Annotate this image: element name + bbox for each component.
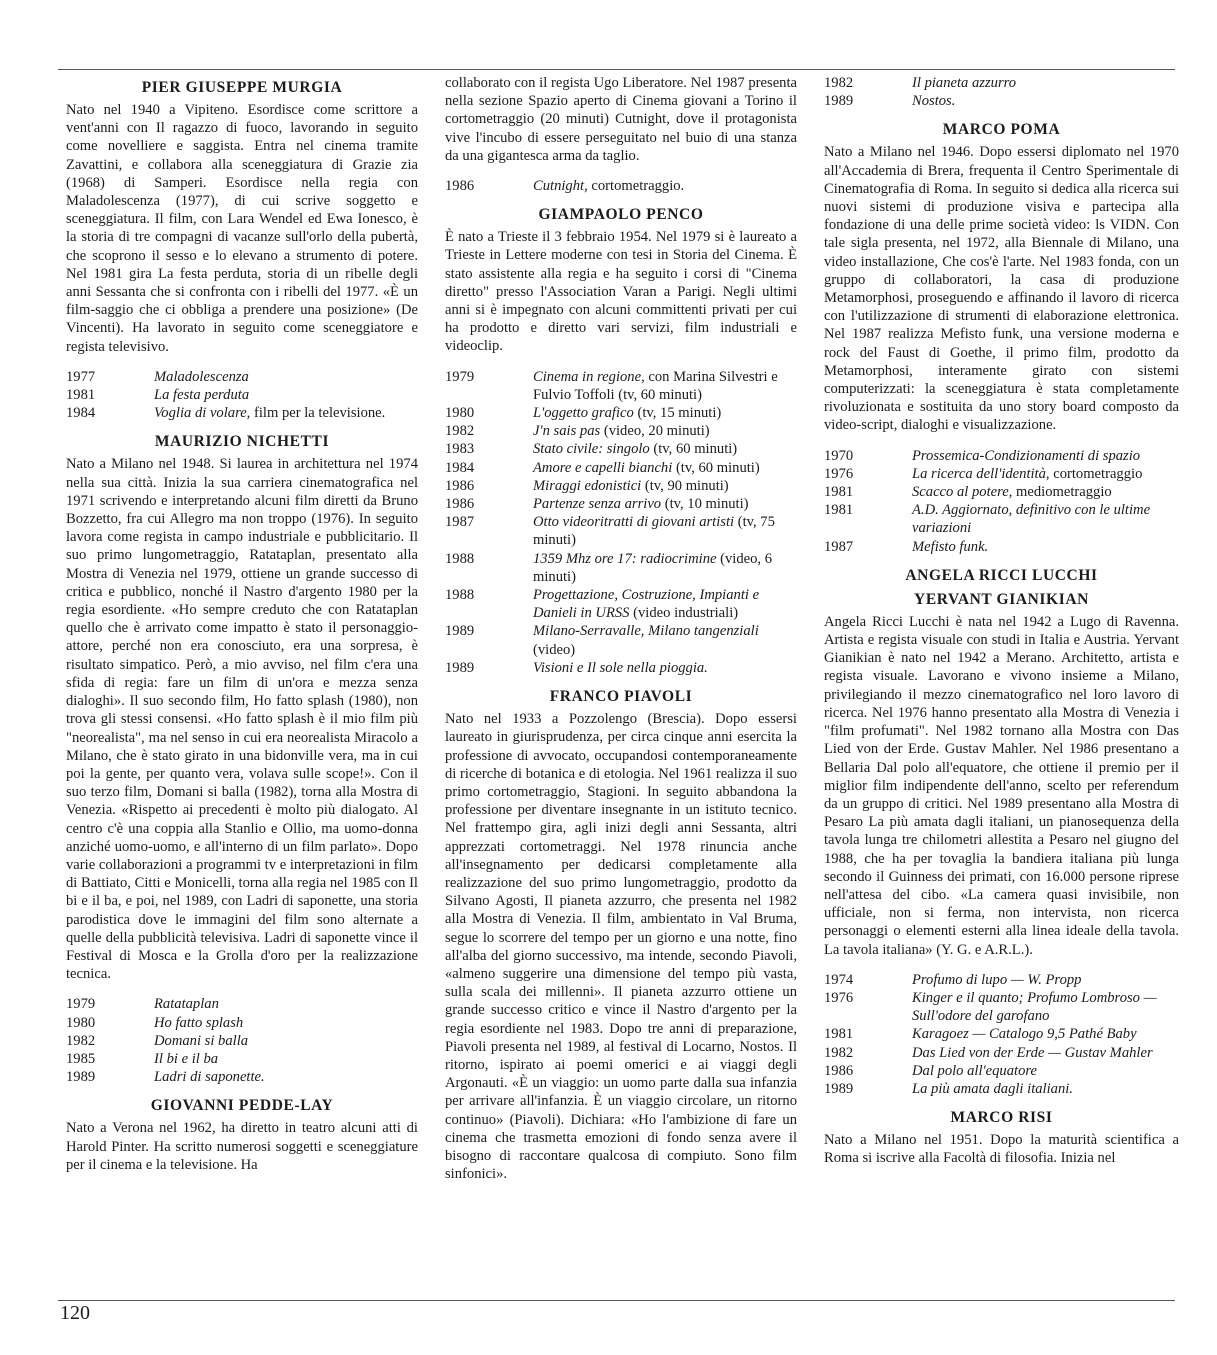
film-year: 1981 bbox=[824, 484, 854, 501]
section-heading: GIAMPAOLO PENCO bbox=[538, 206, 704, 224]
film-title: La ricerca dell'identità, bbox=[912, 465, 1050, 482]
film-entry bbox=[154, 404, 418, 422]
film-note: (tv, 60 minuti) bbox=[675, 459, 760, 476]
film-entry bbox=[912, 74, 1179, 92]
film-entry bbox=[154, 995, 418, 1013]
film-year: 1981 bbox=[824, 502, 854, 519]
filmography-row bbox=[66, 386, 418, 404]
filmography-row bbox=[66, 995, 418, 1013]
page-number: 120 bbox=[60, 1302, 90, 1324]
film-entry bbox=[154, 1032, 418, 1050]
film-entry bbox=[912, 1080, 1179, 1098]
film-title: Domani si balla bbox=[154, 1032, 249, 1049]
film-note: film per la televisione. bbox=[254, 405, 386, 422]
film-title: Milano-Serravalle, Milano tangenziali bbox=[533, 623, 759, 640]
film-entry bbox=[533, 177, 797, 195]
film-title: A.D. Aggiornato, definitivo con le ultime variazioni bbox=[912, 502, 1151, 537]
film-year: 1982 bbox=[66, 1032, 96, 1049]
filmography-row bbox=[445, 622, 797, 658]
film-title: Maladolescenza bbox=[154, 368, 249, 385]
film-entry bbox=[912, 465, 1179, 483]
filmography-row bbox=[445, 586, 797, 622]
film-note: (tv, 90 minuti) bbox=[644, 477, 729, 494]
filmography-row bbox=[445, 659, 797, 677]
film-year: 1976 bbox=[824, 989, 854, 1006]
film-title: Stato civile: singolo bbox=[533, 441, 650, 458]
film-title: Karagoez — Catalogo 9,5 Pathé Baby bbox=[912, 1026, 1137, 1043]
film-entry bbox=[154, 386, 418, 404]
column-3 bbox=[824, 74, 1179, 1265]
film-title: Otto videoritratti di giovani artisti bbox=[533, 514, 735, 531]
filmography-row bbox=[824, 1025, 1179, 1043]
film-year: 1976 bbox=[824, 465, 854, 482]
film-year: 1989 bbox=[445, 623, 475, 640]
bio-paragraph: Nato nel 1933 a Pozzolengo (Brescia). Dopo essersi laureato in giurisprudenza, per circa cinque anni esercita la professione di avvocato, occupandosi contemporaneamente di ricerche di botanica e di etologia. Nel 1961 realizza il suo primo cortometraggio, Stagioni. In seguito abbandona la professione per diventare insegnante in un istituto tecnico. Nel frattempo gira, agli inizi degli anni Sessanta, altri apprezzati cortometraggi. Nel 1978 rinuncia anche all'insegnamento per dedicarsi completamente alla realizzazione del suo primo lungometraggio, prodotto da Silvano Agosti, Il pianeta azzurro, che presenta nel 1982 alla Mostra di Venezia. Il film, ambientato in Val Bruma, segue lo scorrere del tempo per un giorno e una notte, fino all'alba del giorno successivo, ma intende, secondo Piavoli, «almeno suggerire una dimensione del tempo più vasta, sulla scala dei millenni». Il pianeta azzurro ottiene un grande successo critico e vince il Nastro d'argento per la regia esordiente nel 1983. Dopo tre anni di preparazione, Piavoli presenta nel 1989, al festival di Locarno, Nostos. Il ritorno, ispirato ai poemi omerici e ai viaggi degli Argonauti. «È un viaggio: un uomo parte dalla sua infanzia per arrivare all'infanzia. È un viaggio circolare, un ritorno continuo» (Piavoli). Dichiara: «Ho l'ambizione di fare un cinema che trasmetta emozioni di fondo senza avere il bisogno di raccontare qualcosa di compiuto. Sono film sinfonici». bbox=[445, 711, 797, 1183]
film-entry bbox=[154, 368, 418, 386]
film-entry bbox=[533, 459, 797, 477]
bio-paragraph: Nato a Milano nel 1948. Si laurea in architettura nel 1974 nella sua città. Inizia la sua carriera cinematografica nel 1971 scrivendo e interpretando alcuni film diretti da Bruno Bozzetto, fra cui Allegro ma non troppo (1976). In seguito lavora come regista in campo industriale e pubblicitario. Il suo primo lungometraggio, Ratataplan, presentato alla Mostra di Venezia nel 1979, ottiene un grande successo di critica e pubblico, nonché il Nastro d'argento 1980 per la regia esordiente. «Ho sempre creduto che con Ratataplan quello che è arrivato come impatto è stato il personaggio-attore, perché non era conosciuto, era una sorpresa, è risultato simpatico. Però, a mio avviso, nel film c'era una sfida di regia: fare un film di un'ora e mezza senza dialoghi». Il suo secondo film, Ho fatto splash (1980), non trova gli stessi consensi. «Ho fatto splash è il mio film più "neorealista", ma nel senso in cui era neorealista Miracolo a Milano, che è stato girato in una bidonville vera, ma in cui poi la gente, per quanto vera, volava sulle scope!». Con il suo terzo film, Domani si balla (1982), torna alla Mostra di Venezia. «Rispetto ai precedenti è molto più dialogato. Al centro c'è una coppia alla Stanlio e Ollio, ma uomo-donna anziché uomo-uomo, e all'interno di un film parlato». Dopo varie collaborazioni a programmi tv e interpretazioni in film di Battiato, Citti e Monicelli, torna alla regia nel 1985 con Il bi e il ba, e poi, nel 1989, con Ladri di saponette, una storia parodistica dove le immagini del film sono alternate a quelle della pubblicità televisiva. Ladri di saponette vince il Festival di Mosca e la Grolla d'oro per la realizzazione tecnica. bbox=[66, 456, 418, 983]
film-title: J'n sais pas bbox=[533, 423, 601, 440]
filmography-row bbox=[824, 1044, 1179, 1062]
film-year: 1985 bbox=[66, 1050, 96, 1067]
column-2 bbox=[445, 74, 797, 1265]
filmography-row bbox=[445, 177, 797, 195]
filmography-row bbox=[66, 404, 418, 422]
film-title: 1359 Mhz ore 17: radiocrimine bbox=[533, 550, 717, 567]
film-entry bbox=[533, 477, 797, 495]
film-note: (video, 20 minuti) bbox=[603, 423, 710, 440]
film-year: 1989 bbox=[824, 1080, 854, 1097]
film-title: Prossemica-Condizionamenti di spazio bbox=[912, 447, 1141, 464]
film-entry bbox=[533, 586, 797, 622]
film-year: 1988 bbox=[445, 587, 475, 604]
section-heading: MAURIZIO NICHETTI bbox=[154, 433, 330, 451]
film-year: 1987 bbox=[445, 514, 475, 531]
filmography-row bbox=[824, 971, 1179, 989]
film-entry bbox=[533, 659, 797, 677]
film-year: 1984 bbox=[445, 459, 475, 476]
film-entry bbox=[912, 501, 1179, 537]
film-title: Visioni e Il sole nella pioggia. bbox=[533, 659, 708, 676]
film-year: 1979 bbox=[445, 368, 475, 385]
filmography-row bbox=[445, 495, 797, 513]
section-heading: YERVANT GIANIKIAN bbox=[914, 590, 1089, 608]
filmography-row bbox=[66, 1014, 418, 1032]
film-title: Ratataplan bbox=[154, 996, 219, 1013]
film-title: Mefisto funk. bbox=[912, 538, 989, 555]
filmography-row bbox=[824, 989, 1179, 1025]
section-heading: MARCO POMA bbox=[942, 121, 1061, 139]
film-note: (tv, 15 minuti) bbox=[637, 405, 722, 422]
film-title: Miraggi edonistici bbox=[533, 477, 642, 494]
filmography-row bbox=[445, 513, 797, 549]
film-note: mediometraggio bbox=[1016, 484, 1112, 501]
film-entry bbox=[912, 989, 1179, 1025]
film-year: 1981 bbox=[66, 387, 96, 404]
filmography-row bbox=[824, 447, 1179, 465]
filmography-row bbox=[445, 550, 797, 586]
film-title: Il bi e il ba bbox=[154, 1050, 219, 1067]
filmography-row bbox=[66, 368, 418, 386]
film-note: (video industriali) bbox=[633, 605, 739, 622]
film-year: 1982 bbox=[824, 1044, 854, 1061]
film-year: 1977 bbox=[66, 368, 96, 385]
film-title: La più amata dagli italiani. bbox=[912, 1080, 1073, 1097]
section-heading: ANGELA RICCI LUCCHI bbox=[905, 566, 1098, 584]
film-title: Voglia di volare, bbox=[154, 405, 251, 422]
filmography-row bbox=[824, 465, 1179, 483]
film-title: Ho fatto splash bbox=[154, 1014, 244, 1031]
section-heading: FRANCO PIAVOLI bbox=[549, 688, 693, 706]
film-title: Cutnight, bbox=[533, 178, 588, 195]
film-entry bbox=[912, 483, 1179, 501]
section-heading: PIER GIUSEPPE MURGIA bbox=[141, 79, 343, 96]
film-title: Ladri di saponette. bbox=[154, 1069, 265, 1086]
film-year: 1981 bbox=[824, 1026, 854, 1043]
bio-paragraph: Angela Ricci Lucchi è nata nel 1942 a Lugo di Ravenna. Artista e regista visuale con studi in Italia e Austria. Yervant Gianikian è nato nel 1942 a Merano. Architetto, artista e regista visuale. Lavorano e vivono insieme a Milano, privilegiando il mezzo cinematografico nel loro lavoro di ricerca. Nel 1976 hanno presentato alla Mostra di Venezia i "film profumati". Nel 1982 tornano alla Mostra con Das Lied von der Erde. Gustav Mahler. Nel 1986 presentano a Bellaria Dal polo all'equatore, che ottiene il premio per il miglior film indipendente dell'anno, scelto per referendum da un gruppo di critici. Nel 1989 presentano alla Mostra di Pesaro La più amata dagli italiani, un pianosequenza della tavola lunga tre chilometri allestita a Pesaro nel giugno del 1988, che ha per tovaglia la bandiera italiana più lunga secondo il Guinness dei primati, con 16.000 persone riprese nell'attesa del cibo. «La camera quasi invisibile, non ufficiale, non si ferma, non intervista, non ricerca personaggi o elementi esterni alla linea ideale della tavola. La tavola italiana» (Y. G. e A.R.L.). bbox=[824, 613, 1179, 958]
film-entry bbox=[533, 495, 797, 513]
film-year: 1982 bbox=[445, 423, 475, 440]
film-year: 1980 bbox=[445, 405, 475, 422]
film-note: con Marina Silvestri e Fulvio Toffoli (tv, 60 minuti) bbox=[533, 368, 778, 403]
film-entry bbox=[533, 622, 797, 658]
film-year: 1986 bbox=[445, 477, 475, 494]
film-entry bbox=[533, 440, 797, 458]
film-title: Nostos. bbox=[912, 93, 956, 110]
filmography-row bbox=[445, 404, 797, 422]
film-year: 1986 bbox=[445, 496, 475, 513]
filmography-row bbox=[445, 368, 797, 404]
film-note: (video, 6 minuti) bbox=[533, 550, 773, 585]
film-note: (video) bbox=[533, 641, 576, 658]
filmography-row bbox=[66, 1050, 418, 1068]
bio-paragraph: Nato a Verona nel 1962, ha diretto in teatro alcuni atti di Harold Pinter. Ha scritto numerosi soggetti e sceneggiature per il cinema e la televisione. Ha bbox=[66, 1120, 418, 1173]
film-title: Il pianeta azzurro bbox=[912, 75, 1017, 91]
film-title: Cinema in regione, bbox=[533, 368, 645, 385]
film-entry bbox=[912, 1025, 1179, 1043]
filmography-list bbox=[824, 971, 1179, 1098]
filmography-list bbox=[445, 177, 797, 195]
filmography-row bbox=[824, 74, 1179, 92]
film-year: 1980 bbox=[66, 1014, 96, 1031]
film-year: 1989 bbox=[824, 93, 854, 110]
filmography-row bbox=[824, 501, 1179, 537]
film-entry bbox=[533, 550, 797, 586]
filmography-row bbox=[445, 459, 797, 477]
film-entry bbox=[912, 1062, 1179, 1080]
section-heading: GIOVANNI PEDDE-LAY bbox=[150, 1097, 334, 1115]
film-year: 1987 bbox=[824, 538, 854, 555]
top-rule bbox=[58, 69, 1175, 70]
filmography-row bbox=[445, 440, 797, 458]
bio-paragraph: Nato nel 1940 a Vipiteno. Esordisce come scrittore a vent'anni con Il ragazzo di fuoco, lavorando in seguito come novelliere e saggista. Entra nel cinema tramite Zavattini, e collabora alla sceneggiatura di Grazie zia (1968) di Samperi. Esordisce nella regia con Maladolescenza (1977), di cui scrive soggetto e sceneggiatura. Il film, con Lara Wendel ed Ewa Ionesco, è la storia di tre compagni di vacanze sull'orlo della pubertà, che scoprono il sesso e lo elevano a strumento di potere. Nel 1981 gira La festa perduta, storia di un ribelle degli anni Sessanta che si confronta con i ribelli del 1977. «È un film-saggio che ci obbliga a prendere una posizione» (De Vincenti). Ha lavorato in seguito come sceneggiatore e regista televisivo. bbox=[66, 102, 418, 355]
film-year: 1983 bbox=[445, 441, 475, 458]
filmography-list bbox=[66, 995, 418, 1086]
film-note: (tv, 60 minuti) bbox=[653, 441, 738, 458]
film-entry bbox=[912, 1044, 1179, 1062]
bio-paragraph: Nato a Milano nel 1951. Dopo la maturità scientifica a Roma si iscrive alla Facoltà di filosofia. Inizia nel bbox=[824, 1132, 1179, 1167]
film-note: cortometraggio bbox=[1053, 465, 1143, 482]
film-note: (tv, 75 minuti) bbox=[533, 514, 775, 549]
film-title: Kinger e il quanto; Profumo Lombroso — Sull'odore del garofano bbox=[912, 989, 1157, 1025]
filmography-row bbox=[824, 1080, 1179, 1098]
section-heading: MARCO RISI bbox=[950, 1109, 1053, 1127]
film-entry bbox=[154, 1068, 418, 1086]
filmography-row bbox=[445, 422, 797, 440]
film-year: 1974 bbox=[824, 971, 854, 988]
film-entry bbox=[533, 404, 797, 422]
film-entry bbox=[154, 1050, 418, 1068]
film-entry bbox=[912, 538, 1179, 556]
film-entry bbox=[912, 92, 1179, 110]
film-title: Scacco al potere, bbox=[912, 484, 1013, 501]
film-entry bbox=[912, 971, 1179, 989]
bio-paragraph: Nato a Milano nel 1946. Dopo essersi diplomato nel 1970 all'Accademia di Brera, frequenta il Centro Sperimentale di Cinematografia di Roma. In seguito si dedica alla ricerca sui nuovi sistemi di produzione visiva e partecipa alla fondazione di una delle prime società video: ls VIDN. Con tale sigla presenta, nel 1972, alla Biennale di Milano, una video installazione, Che cos'è l'arte. Nel 1983 fonda, con un gruppo di collaboratori, la casa di produzione Metamorphosi, proseguendo e affinando il lavoro di ricerca con l'utilizzazione di strumenti di elaborazione elettronica. Nel 1987 realizza Mefisto funk, una versione moderna e rock del Faust di Goethe, il primo film, prodotto da Metamorphosi, interamente girato con sistemi computerizzati: la sceneggiatura è stata completamente rivoluzionata e sostituita da uno story board composto da video-script, dialoghi e visualizzazione. bbox=[824, 144, 1179, 434]
filmography-list bbox=[824, 447, 1179, 556]
film-title: La festa perduta bbox=[154, 387, 250, 404]
film-year: 1989 bbox=[66, 1069, 96, 1086]
film-title: L'oggetto grafico bbox=[533, 405, 634, 422]
film-title: Profumo di lupo — W. Propp bbox=[912, 971, 1082, 988]
filmography-list bbox=[445, 368, 797, 677]
filmography-list bbox=[824, 74, 1179, 110]
film-title: Amore e capelli bianchi bbox=[533, 459, 673, 476]
film-year: 1986 bbox=[445, 178, 475, 195]
film-year: 1970 bbox=[824, 447, 854, 464]
film-year: 1979 bbox=[66, 996, 96, 1013]
bio-paragraph: È nato a Trieste il 3 febbraio 1954. Nel 1979 si è laureato a Trieste in Lettere moderne con tesi in Storia del Cinema. È stato assistente alla regia e ha seguito i corsi di "Cinema diretto" presso l'Association Varan a Parigi. Negli ultimi anni si è impegnato con alcuni committenti privati per cui ha prodotto e diretto vari servizi, film industriali e videoclip. bbox=[445, 229, 797, 355]
column-1 bbox=[66, 74, 418, 1265]
film-title: Partenze senza arrivo bbox=[533, 496, 662, 513]
film-entry bbox=[533, 368, 797, 404]
film-year: 1982 bbox=[824, 75, 854, 91]
film-entry bbox=[533, 513, 797, 549]
film-note: cortometraggio. bbox=[591, 178, 685, 195]
film-year: 1986 bbox=[824, 1062, 854, 1079]
filmography-row bbox=[824, 92, 1179, 110]
film-year: 1988 bbox=[445, 550, 475, 567]
filmography-list bbox=[66, 368, 418, 423]
film-note: (tv, 10 minuti) bbox=[664, 496, 749, 513]
film-title: Dal polo all'equatore bbox=[912, 1062, 1037, 1079]
filmography-row bbox=[824, 1062, 1179, 1080]
film-entry bbox=[154, 1014, 418, 1032]
filmography-row bbox=[445, 477, 797, 495]
film-title: Progettazione, Costruzione, Impianti e Danieli in URSS bbox=[533, 587, 760, 622]
bio-paragraph: collaborato con il regista Ugo Liberatore. Nel 1987 presenta nella sezione Spazio aperto di Cinema giovani a Torino il cortometraggio (20 minuti) Cutnight, dove il protagonista vive l'incubo di essere perseguitato nel buio di una stanza da una gigantesca arma da taglio. bbox=[445, 75, 797, 164]
film-title: Das Lied von der Erde — Gustav Mahler bbox=[912, 1044, 1153, 1061]
filmography-row bbox=[824, 538, 1179, 556]
bottom-rule bbox=[58, 1300, 1175, 1301]
filmography-row bbox=[66, 1068, 418, 1086]
film-entry bbox=[912, 447, 1179, 465]
filmography-row bbox=[66, 1032, 418, 1050]
film-entry bbox=[533, 422, 797, 440]
filmography-row bbox=[824, 483, 1179, 501]
film-year: 1984 bbox=[66, 405, 96, 422]
film-year: 1989 bbox=[445, 659, 475, 676]
